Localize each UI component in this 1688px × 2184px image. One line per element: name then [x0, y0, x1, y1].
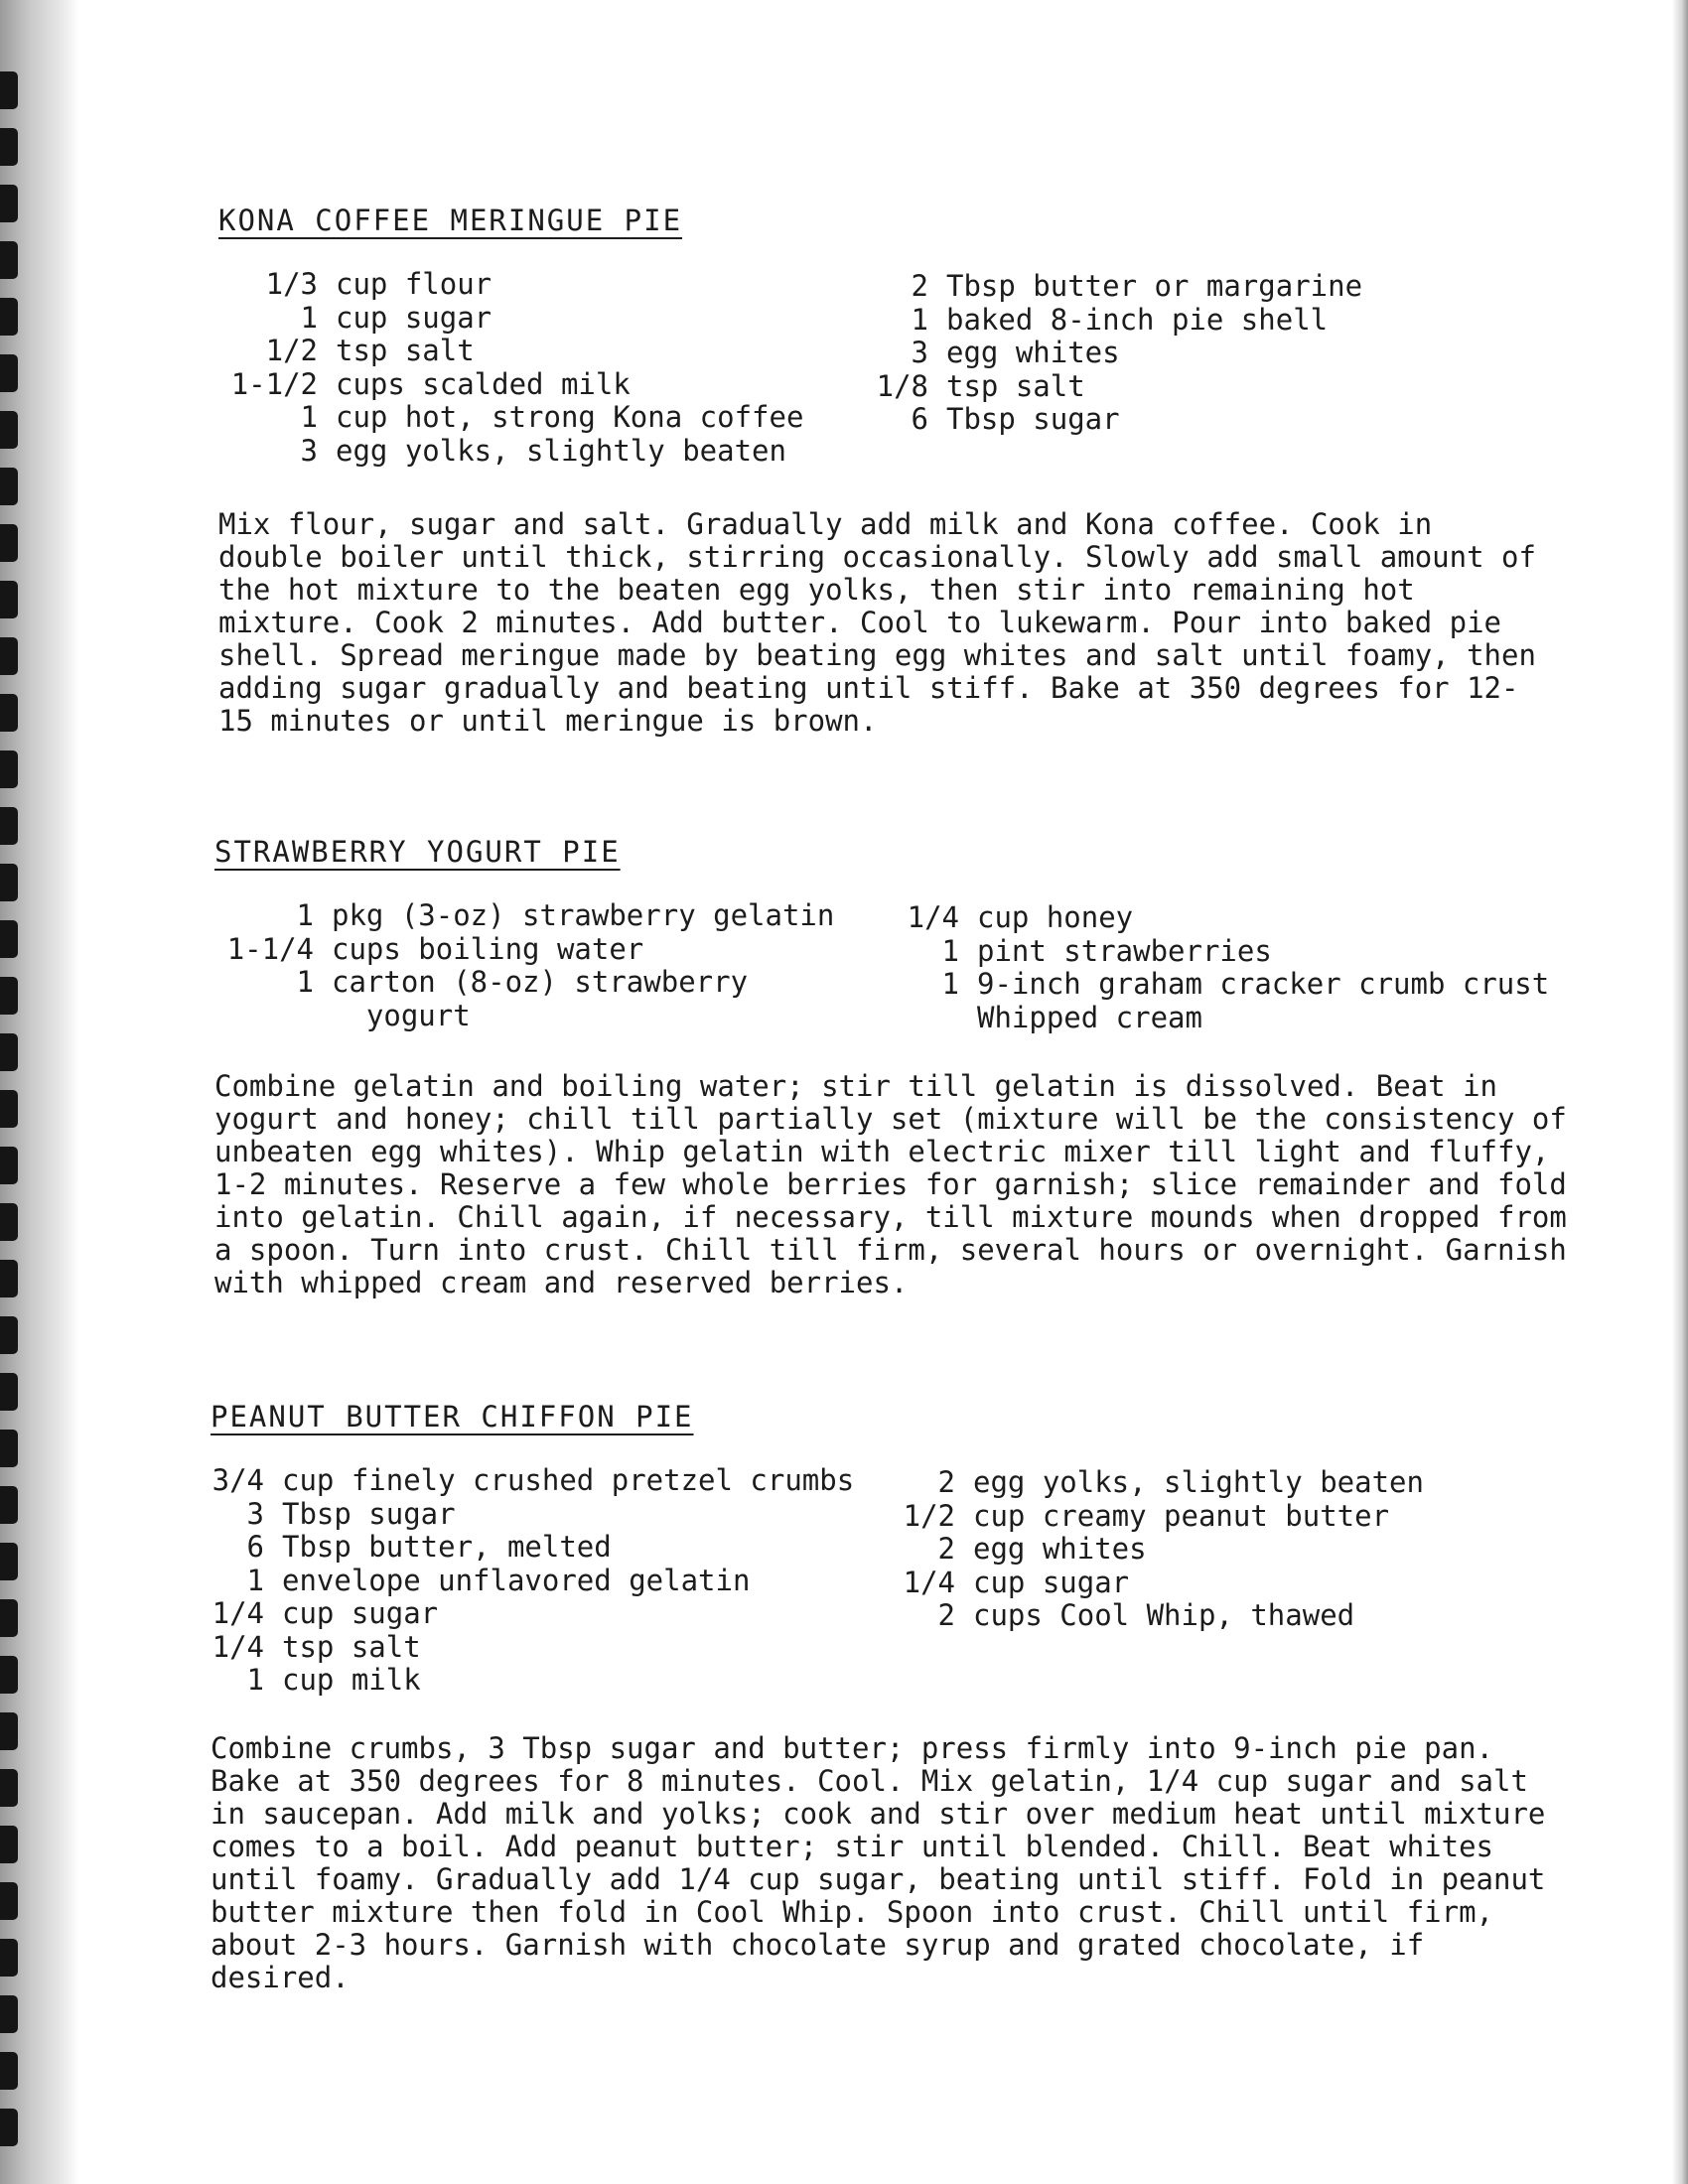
ingredient-item: egg yolks, slightly beaten [336, 433, 786, 468]
ingredient-quantity: 3/4 [211, 1463, 264, 1497]
ingredient-item: tsp salt [946, 368, 1085, 403]
ingredient-line [214, 933, 834, 967]
ingredient-quantity [214, 1000, 314, 1033]
ingredient-list [211, 1464, 1581, 1703]
ingredient-item: Tbsp butter, melted [282, 1530, 612, 1564]
binding-ring [0, 298, 18, 336]
ingredient-quantity: 1/4 [211, 1629, 264, 1664]
ingredient-line [218, 335, 803, 368]
ingredient-item: tsp salt [282, 1629, 421, 1664]
ingredient-item: Whipped cream [977, 1000, 1202, 1034]
binding-ring [0, 241, 18, 279]
ingredient-item: baked 8-inch pie shell [946, 302, 1329, 337]
ingredient-quantity: 1/8 [876, 368, 928, 403]
ingredient-quantity: 2 [937, 1532, 955, 1566]
ingredient-quantity: 3 [300, 433, 318, 468]
ingredient-quantity: 1/4 [903, 1565, 955, 1599]
binding-ring [0, 1826, 18, 1863]
ingredient-item: tsp salt [336, 334, 475, 367]
ingredient-line [886, 1466, 1424, 1500]
ingredient-line [218, 435, 803, 469]
ingredient-item: egg yolks, slightly beaten [973, 1465, 1424, 1499]
ingredient-quantity: 3 [911, 336, 928, 369]
ingredient-line [218, 401, 803, 435]
page-edge-shadow [1672, 0, 1688, 2184]
ingredient-line [214, 899, 834, 933]
binding-ring [0, 1543, 18, 1580]
ingredient-line [211, 1464, 854, 1498]
ingredient-item: cups scalded milk [336, 366, 631, 401]
ingredient-quantity: 1/4 [907, 900, 959, 934]
binding-ring [0, 1316, 18, 1354]
ingredient-quantity: 1 [300, 300, 318, 335]
ingredient-item: 9-inch graham cracker crumb crust [977, 967, 1550, 1001]
ingredient-line [211, 1664, 854, 1698]
recipe-directions: Mix flour, sugar and salt. Gradually add milk and Kona coffee. Cook in double boiler until thick, stirring occasionally. Slowly add small amount of the hot mixture to the beaten egg yolks, then stir into remaining hot mixture. Cook 2 minutes. Add butter. Cool to lukewarm. Pour into baked pie shell. Spread meringue made by beating egg whites and salt until foamy, then adding sugar gradually and beating until stiff. Bake at 350 degrees for 12-15 minutes or until meringue is brown. [218, 507, 1536, 738]
ingredient-line [214, 966, 834, 1000]
ingredient-line [211, 1631, 854, 1665]
ingredient-item: cups boiling water [332, 931, 644, 966]
binding-ring [0, 751, 18, 788]
binding-ring [0, 71, 18, 109]
ingredient-line [859, 304, 1362, 338]
ingredient-quantity: 1/2 [903, 1498, 955, 1533]
ingredient-line [859, 370, 1362, 404]
binding-ring [0, 2052, 18, 2090]
ingredient-quantity: 1 [300, 400, 318, 434]
ingredient-item: cup honey [977, 900, 1134, 934]
ingredient-quantity: 1/3 [265, 267, 318, 301]
binding-ring [0, 1430, 18, 1467]
recipe-kona-coffee-meringue-pie [218, 201, 1589, 738]
recipe-strawberry-yogurt-pie [214, 832, 1585, 1299]
ingredient-line [859, 337, 1362, 370]
binding-ring [0, 2109, 18, 2146]
ingredient-item: cup creamy peanut butter [973, 1498, 1390, 1533]
ingredient-column-right [886, 1466, 1424, 1633]
ingredient-item: carton (8-oz) strawberry [332, 965, 749, 999]
ingredient-list [214, 899, 1585, 1038]
ingredient-line [890, 901, 1549, 935]
ingredient-item: cups Cool Whip, thawed [973, 1598, 1355, 1632]
ingredient-quantity: 2 [937, 1465, 955, 1499]
binding-ring [0, 1656, 18, 1694]
ingredient-item: envelope unflavored gelatin [282, 1563, 751, 1597]
binding-ring [0, 1373, 18, 1411]
ingredient-item: yogurt [332, 998, 471, 1032]
ingredient-quantity: 1/4 [211, 1596, 264, 1630]
recipe-title: KONA COFFEE MERINGUE PIE [218, 204, 683, 237]
ingredient-line [890, 968, 1549, 1002]
recipe-title: STRAWBERRY YOGURT PIE [214, 835, 621, 869]
ingredient-line [211, 1597, 854, 1631]
ingredient-column-left [211, 1464, 854, 1698]
ingredient-line [886, 1567, 1424, 1600]
ingredient-quantity: 6 [246, 1530, 264, 1564]
ingredient-quantity: 2 [911, 269, 928, 303]
ingredient-item: egg whites [973, 1532, 1147, 1566]
ingredient-line [211, 1531, 854, 1565]
ingredient-quantity: 3 [246, 1496, 264, 1531]
ingredient-item: cup sugar [336, 300, 492, 335]
ingredient-item: cup flour [336, 267, 492, 301]
binding-ring [0, 468, 18, 505]
binding-ring [0, 524, 18, 562]
ingredient-quantity: 6 [911, 402, 928, 436]
recipe-title: PEANUT BUTTER CHIFFON PIE [211, 1400, 694, 1433]
ingredient-item: pkg (3-oz) strawberry gelatin [332, 898, 835, 932]
ingredient-quantity: 1 [911, 302, 928, 337]
recipe-peanut-butter-chiffon-pie [211, 1397, 1581, 1994]
ingredient-quantity: 1 [941, 967, 959, 1001]
binding-ring [0, 1203, 18, 1241]
binding-ring [0, 1486, 18, 1524]
ingredient-item: cup sugar [973, 1565, 1130, 1599]
ingredient-column-left [218, 268, 803, 468]
ingredient-item: cup sugar [282, 1596, 439, 1630]
binding-ring [0, 977, 18, 1015]
ingredient-line [211, 1565, 854, 1598]
ingredient-quantity: 1/2 [265, 334, 318, 367]
binding-ring [0, 1882, 18, 1920]
binding-ring [0, 1599, 18, 1637]
ingredient-quantity: 1 [246, 1563, 264, 1597]
ingredient-quantity [890, 1002, 959, 1035]
ingredient-item: Tbsp sugar [282, 1496, 456, 1531]
ingredient-quantity: 1-1/4 [226, 931, 314, 966]
ingredient-line [890, 1002, 1549, 1035]
binding-ring [0, 185, 18, 222]
ingredient-column-right [890, 901, 1549, 1034]
binding-ring [0, 1090, 18, 1128]
ingredient-line [886, 1533, 1424, 1567]
binding-ring [0, 128, 18, 166]
ingredient-quantity: 1 [246, 1663, 264, 1697]
binding-ring [0, 1260, 18, 1297]
ingredient-item: egg whites [946, 336, 1120, 369]
ingredient-line [218, 302, 803, 336]
ingredient-line [886, 1599, 1424, 1633]
ingredient-quantity: 1 [296, 898, 314, 932]
ingredient-line [218, 268, 803, 302]
ingredient-quantity: 1 [941, 933, 959, 968]
binding-ring [0, 694, 18, 732]
binding-ring [0, 1995, 18, 2033]
ingredient-line [859, 403, 1362, 437]
ingredient-item: Tbsp sugar [946, 402, 1120, 436]
ingredient-line [214, 1000, 834, 1033]
ingredient-line [886, 1500, 1424, 1534]
binding-ring [0, 1033, 18, 1071]
ingredient-quantity: 2 [937, 1598, 955, 1632]
ingredient-quantity: 1-1/2 [230, 366, 318, 401]
ingredient-quantity: 1 [296, 965, 314, 999]
binding-ring [0, 920, 18, 958]
ingredient-line [859, 270, 1362, 304]
ingredient-line [211, 1498, 854, 1532]
binding-ring [0, 1769, 18, 1807]
recipe-directions: Combine gelatin and boiling water; stir till gelatin is dissolved. Beat in yogurt and honey; chill till partially set (mixture will be the consistency of unbeaten egg whites). Whip gelatin with electric mixer till light and fluffy, 1-2 minutes. Reserve a few whole berries for garnish; slice remainder and fold into gelatin. Chill again, if necessary, till mixture mounds when dropped from a spoon. Turn into crust. Chill till firm, several hours or overnight. Garnish with whipped cream and reserved berries. [214, 1069, 1567, 1299]
ingredient-item: cup finely crushed pretzel crumbs [282, 1463, 855, 1497]
binding-ring [0, 1712, 18, 1750]
recipe-directions: Combine crumbs, 3 Tbsp sugar and butter; press firmly into 9-inch pie pan. Bake at 350 degrees for 8 minutes. Cool. Mix gelatin, 1/4 cup sugar and salt in saucepan. Add milk and yolks; cook and stir over medium heat until mixture comes to a boil. Add peanut butter; stir until blended. Chill. Beat whites until foamy. Gradually add 1/4 cup sugar, beating until stiff. Fold in peanut butter mixture then fold in Cool Whip. Spoon into crust. Chill until firm, about 2-3 hours. Garnish with chocolate syrup and grated chocolate, if desired. [211, 1731, 1546, 1994]
binding-ring [0, 581, 18, 618]
ingredient-item: cup hot, strong Kona coffee [336, 400, 804, 434]
binding-ring [0, 354, 18, 392]
binding-ring [0, 411, 18, 449]
ingredient-line [218, 368, 803, 402]
binding-ring [0, 1147, 18, 1184]
binding-ring [0, 1939, 18, 1977]
binding-ring [0, 637, 18, 675]
ingredient-item: Tbsp butter or margarine [946, 269, 1363, 303]
binding-ring [0, 807, 18, 845]
ingredient-column-right [859, 270, 1362, 437]
ingredient-list [218, 268, 1589, 472]
ingredient-column-left [214, 899, 834, 1032]
ingredient-line [890, 935, 1549, 969]
binding-ring [0, 864, 18, 901]
ingredient-item: pint strawberries [977, 933, 1272, 968]
ingredient-item: cup milk [282, 1663, 421, 1697]
